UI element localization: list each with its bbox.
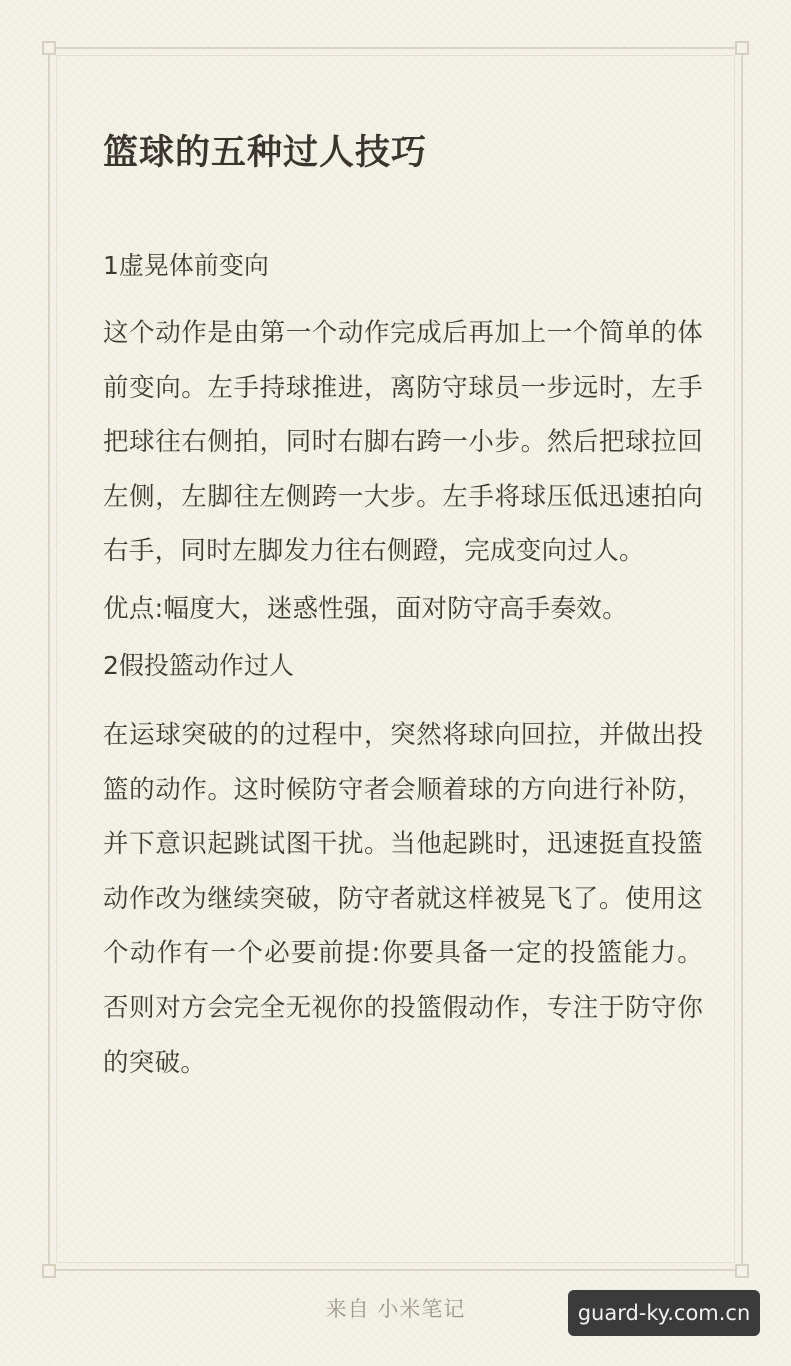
section-heading: 2假投篮动作过人 xyxy=(103,650,294,680)
note-title: 篮球的五种过人技巧 xyxy=(103,133,428,173)
note-content xyxy=(103,118,703,1090)
section-heading: 1虚晃体前变向 xyxy=(103,251,269,280)
watermark-badge: guard-ky.com.cn xyxy=(568,1290,760,1336)
section-body: 在运球突破的的过程中，突然将球向回拉，并做出投篮的动作。这时候防守者会顺着球的方向进行补防，并下意识起跳试图干扰。当他起跳时，迅速挺直投篮动作改为继续突破，防守者就这样被晃飞了。使用这个动作有一个必要前提:你要具备一定的投篮能力。否则对方会完全无视你的投篮假动作，专注于防守你的突破。 xyxy=(103,719,703,1078)
section-body: 这个动作是由第一个动作完成后再加上一个简单的体前变向。左手持球推进，离防守球员一步远时，左手把球往右侧拍，同时右脚右跨一小步。然后把球拉回左侧，左脚往左侧跨一大步。左手将球压低迅速拍向右手，同时左脚发力往右侧蹬，完成变向过人。 xyxy=(103,318,703,567)
frame-corner-ornament xyxy=(42,1264,56,1278)
note-source-label: 来自 小米笔记 xyxy=(325,1297,466,1321)
frame-corner-ornament xyxy=(42,41,56,55)
frame-corner-ornament xyxy=(735,1264,749,1278)
frame-corner-ornament xyxy=(735,41,749,55)
section-1 xyxy=(103,246,703,631)
section-merits: 优点:幅度大，迷惑性强，面对防守高手奏效。 xyxy=(103,593,628,624)
section-2 xyxy=(103,646,703,1090)
